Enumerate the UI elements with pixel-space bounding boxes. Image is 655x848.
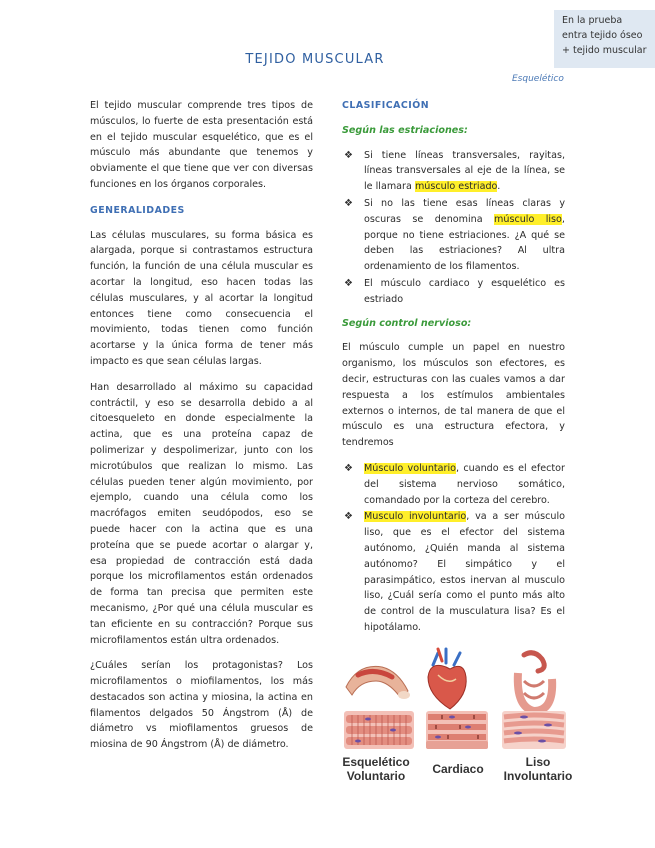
left-column [90,98,313,763]
label-skeletal-line1: Esquelético [342,755,410,769]
label-cardiac: Cardiaco [432,762,484,776]
label-smooth-line2: Involuntario [503,769,573,783]
diamond-bullet-icon: ❖ [344,197,353,209]
generalidades-paragraph-2: Han desarrollado al máximo su capacidad contráctil, y eso se desarrolla debido a al citoesqueleto en donde especialmente la actina, que es una proteína capaz de polimerizar y despolimerizar, junto con los microtúbulos que realizan lo mismo. Las células pueden tener algún movimiento, por ejemplo, cuando una célula como los macrófagos emiten seudópodos, eso se puede hacer con la actina que es una proteína que se puede acortar o alargar y, esa propiedad de contracción está dada porque los microfilamentos están ordenados de forma tan precisa que permiten este mecanismo, ¿Por qué una célula muscular es tan eficiente en su contracción? Porque sus microfilamentos están ultra ordenados. [90,381,313,646]
clasificacion-heading: CLASIFICACIÓN [342,100,430,111]
label-smooth-line1: Liso [525,755,551,769]
highlight: músculo liso [494,213,562,225]
generalidades-paragraph-1: Las células musculares, su forma básica es alargada, porque si contrastamos estructura función, la función de una célula muscular es acortar la longitud, eso hacen todas las células musculares, y al acortar la longitud entonces tiene como consecuencia el movimiento, todas tienen como función acortarse y la única forma de tener más impacto es que sean células largas. [90,229,313,367]
right-column [342,98,565,644]
diamond-bullet-icon: ❖ [344,511,353,523]
note-line: + tejido muscular [562,45,647,56]
list-item: ❖ Si tiene líneas transversales, rayitas, líneas transversales al eje de la línea, se le llamara músculo estriado. [344,149,565,193]
skeletal-arm-icon [346,666,410,699]
intro-paragraph: El tejido muscular comprende tres tipos de músculos, lo fuerte de esta presentación está en el tejido muscular esquelético, que es el músculo más abundante que tenemos y obviamente el que tiene que ver con diversas funciones en los órganos corporales. [90,100,313,190]
page-title: TEJIDO MUSCULAR [245,52,385,67]
label-skeletal-line2: Voluntario [346,769,406,783]
diamond-bullet-icon: ❖ [344,277,353,289]
list-item: ❖ Músculo voluntario, cuando es el efector del sistema nervioso somático, comandado por la corteza del cerebro. [344,462,565,506]
generalidades-heading: GENERALIDADES [90,204,185,216]
diamond-bullet-icon: ❖ [344,462,353,474]
smooth-tissue-image [502,711,566,749]
control-paragraph: El músculo cumple un papel en nuestro organismo, los músculos son efectores, es decir, estructuras con las cuales vamos a dar respuesta a los estímulos ambientales externos o internos, de tal manera de que el músculo es una estructura efectora, y tendremos [342,342,565,449]
estriaciones-list [342,148,565,308]
note-line: En la prueba [562,15,623,26]
note-line: entra tejido óseo [562,30,643,41]
exam-note [554,10,655,68]
list-item: ❖ El músculo cardiaco y esquelético es estriado [344,277,565,305]
highlight: Musculo involuntario [364,511,467,523]
diamond-bullet-icon: ❖ [344,149,353,161]
heart-icon [428,649,466,709]
highlight: Músculo voluntario [364,462,457,474]
muscle-types-figure [338,645,578,790]
cardiac-tissue-image [426,711,488,749]
estriaciones-heading: Según las estriaciones: [342,124,468,136]
skeletal-tissue-image [344,711,414,749]
control-heading: Según control nervioso: [342,317,472,329]
intestine-icon [518,653,552,711]
highlight: músculo estriado [414,181,498,193]
list-item: ❖ Si no las tiene esas líneas claras y oscuras se denomina músculo liso, porque no tiene estriaciones. ¿A qué se deben las estriaciones? Al ultra ordenamiento de los filamentos. [344,197,565,273]
generalidades-paragraph-3: ¿Cuáles serían los protagonistas? Los microfilamentos o miofilamentos, los más destacados son actina y miosina, la actina en filamentos delgados 50 Ángstrom (Å) de diámetro vs miofilamentos gruesos de miosina de 90 Ángstrom (Å) de diámetro. [90,660,313,751]
side-label: Esquelético [512,74,564,84]
control-list [342,461,565,636]
list-item: ❖ Musculo involuntario, va a ser músculo liso, que es el efector del sistema autónomo, ¿Quién manda al sistema autónomo? El simpático y el parasimpático, estos inervan al musculo liso, ¿Cuál sería como el punto más alto de control de la musculatura lisa? Es el hipotálamo. [344,511,565,633]
